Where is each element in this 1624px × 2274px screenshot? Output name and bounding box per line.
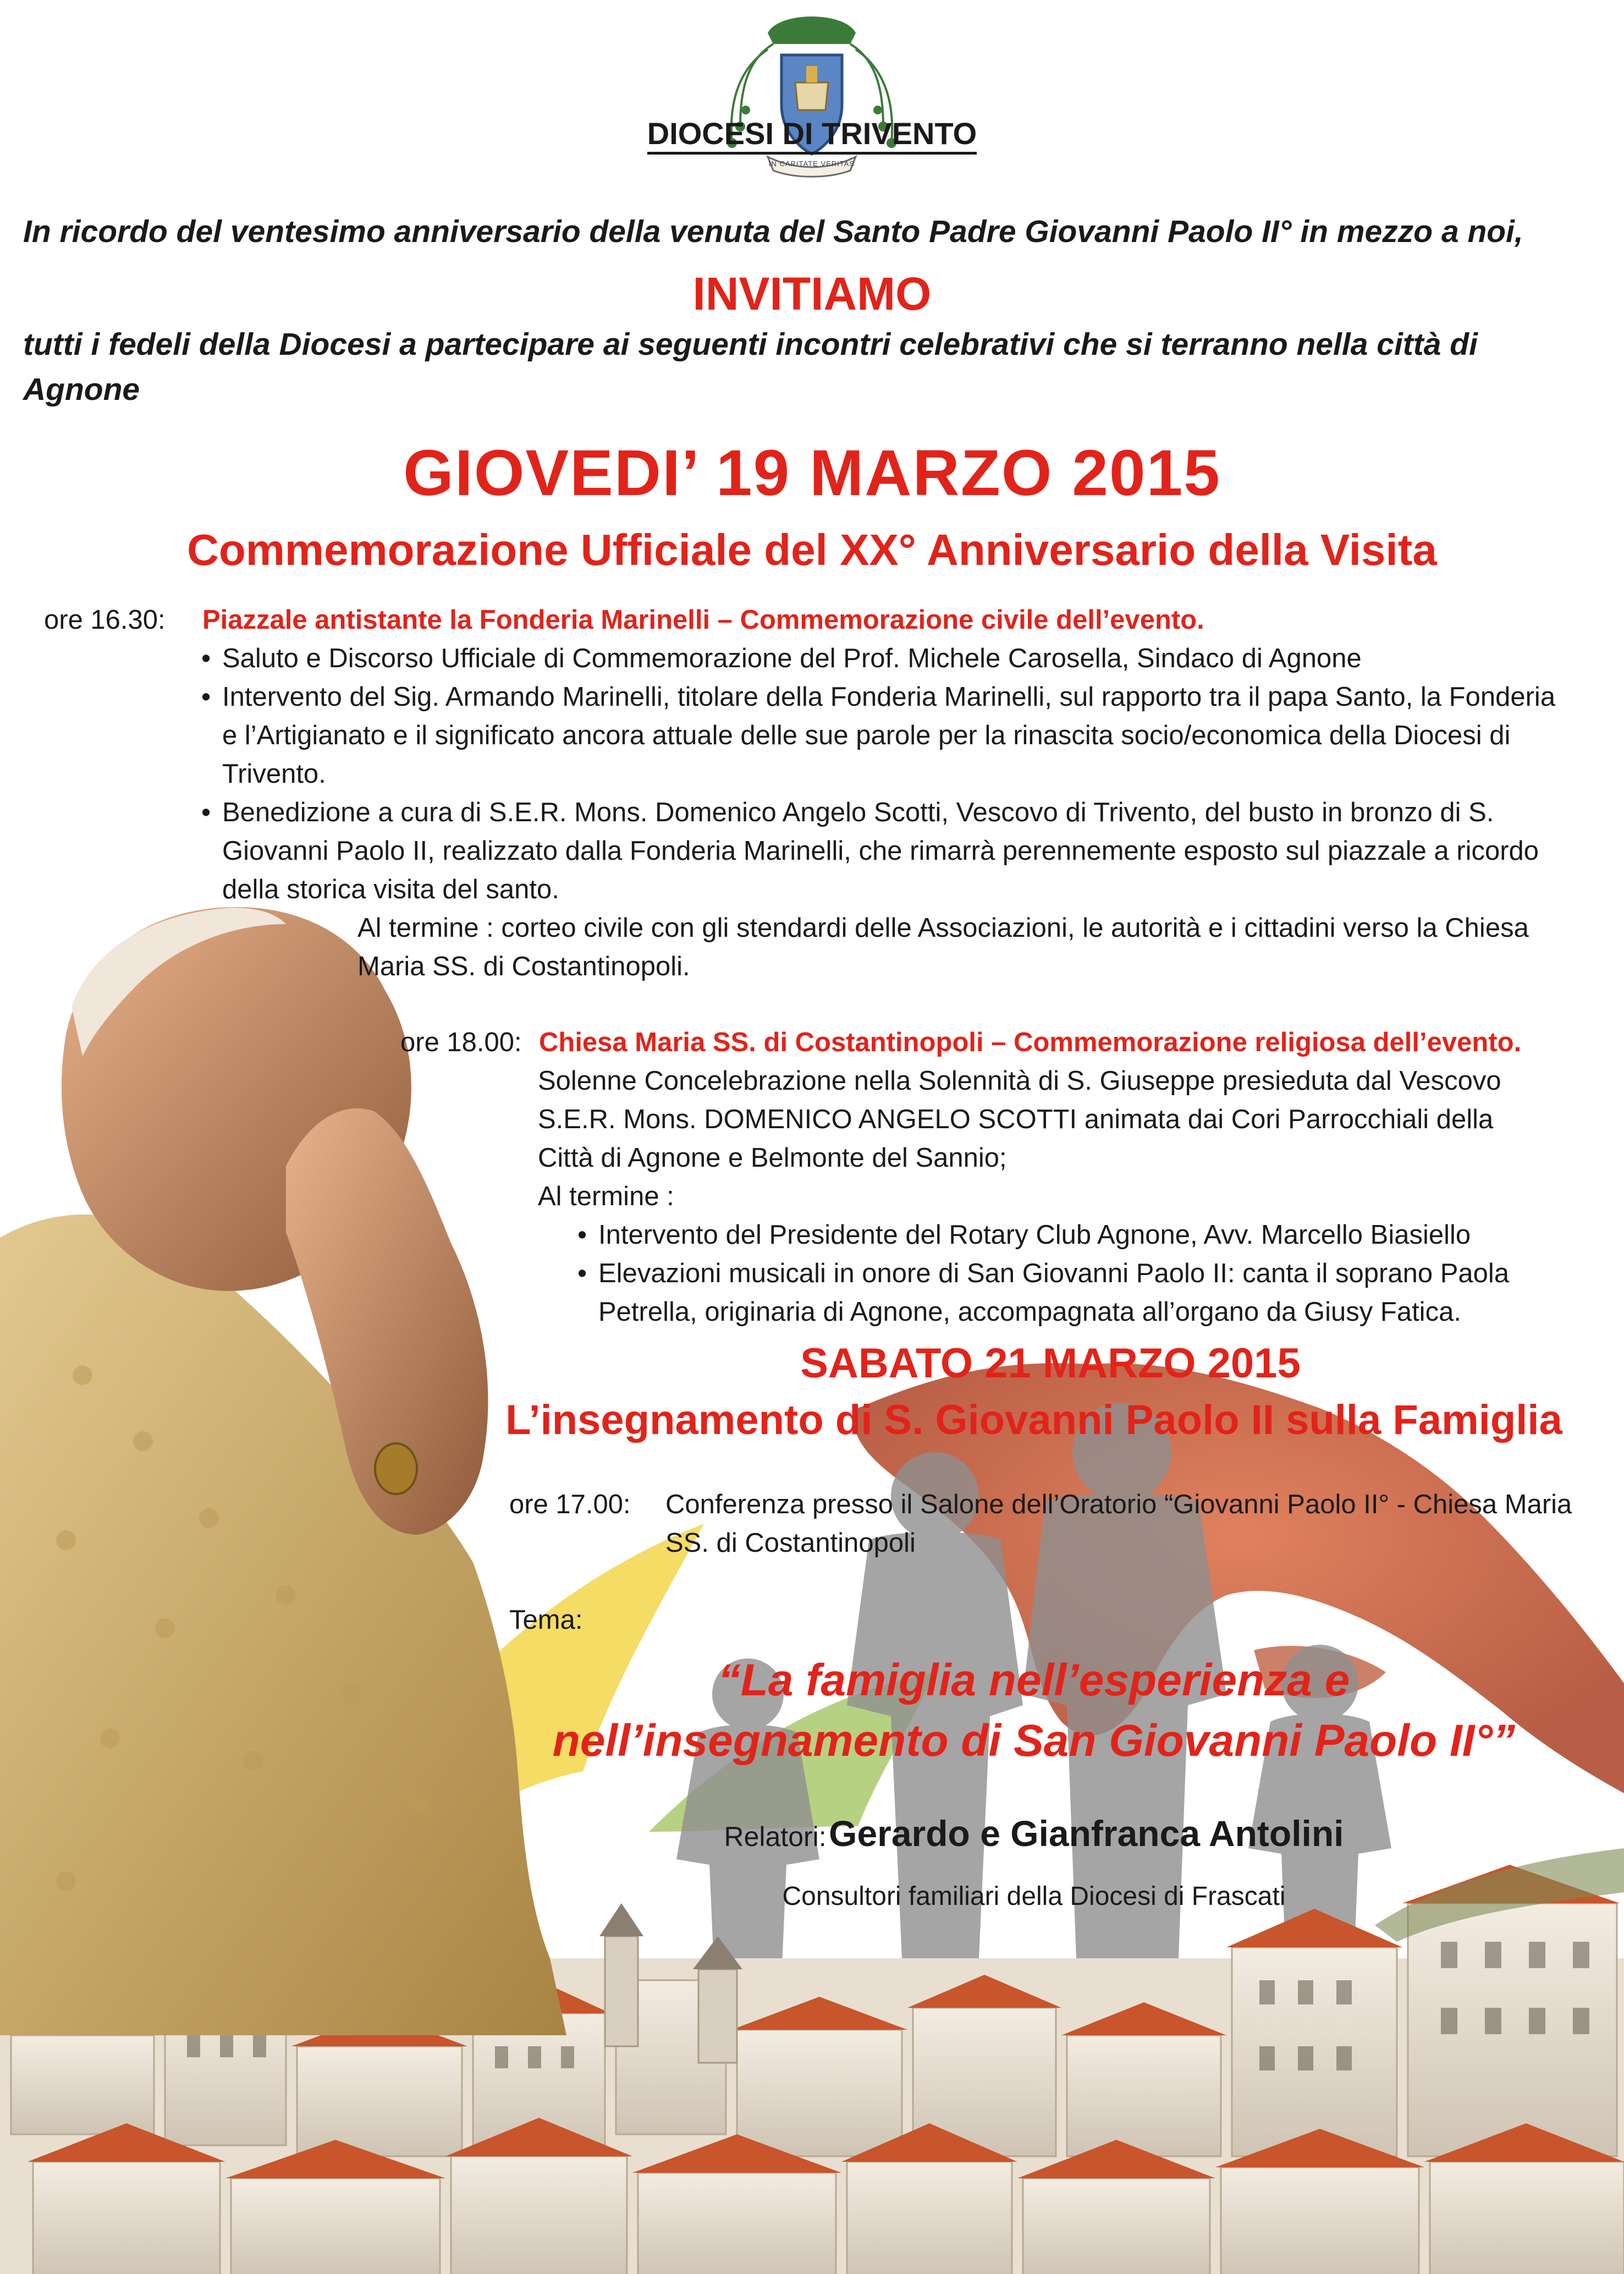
event1-bullet: • Intervento del Sig. Armando Marinelli, titolare della Fonderia Marinelli, sul rapporto tra il papa Santo, la Fonderia e l’Artigianato e il significato ancora attuale delle sue parole per la rinascita socio/economica della Diocesi di Trivento.	[201, 682, 1556, 789]
event2-title: Chiesa Maria SS. di Costantinopoli – Commemorazione religiosa dell’evento.	[539, 1028, 1522, 1057]
event2-bullet: • Elevazioni musicali in onore di San Giovanni Paolo II: canta il soprano Paola Petrella, originaria di Agnone, accompagnata all’organo da Giusy Fatica.	[577, 1259, 1510, 1327]
event2-after: Al termine :	[538, 1182, 674, 1211]
theme-label: Tema:	[509, 1605, 583, 1635]
event1-bullet: • Saluto e Discorso Ufficiale di Commemorazione del Prof. Michele Carosella, Sindaco di Agnone	[201, 644, 1362, 673]
invite-text-line-1: tutti i fedeli della Diocesi a partecipare ai seguenti incontri celebrativi che si terranno nella città di	[23, 327, 1478, 362]
speakers-line	[484, 1812, 1584, 1854]
event1-bullet: • Benedizione a cura di S.E.R. Mons. Domenico Angelo Scotti, Vescovo di Trivento, del busto in bronzo di S. Giovanni Paolo II, realizzato dalla Fonderia Marinelli, che rimarrà perennemente esposto sul piazzale a ricordo della storica visita del santo.	[201, 798, 1539, 904]
event1-time: ore 16.30:	[44, 605, 166, 635]
invite-heading: INVITIAMO	[692, 268, 932, 320]
theme-line-2: nell’insegnamento di San Giovanni Paolo II°”	[552, 1716, 1516, 1766]
event1-closing: Al termine : corteo civile con gli stendardi delle Associazioni, le autorità e i cittadini verso la Chiesa Maria SS. di Costantinopoli.	[357, 913, 1529, 981]
event1-title: Piazzale antistante la Fonderia Marinelli – Commemorazione civile dell’evento.	[202, 605, 1204, 635]
event2-text: Solenne Concelebrazione nella Solennità di S. Giuseppe presieduta dal Vescovo S.E.R. Mons. DOMENICO ANGELO SCOTTI animata dai Cori Parrocchiali della Città di Agnone e Belmonte del Sannio;	[538, 1066, 1501, 1173]
day1-subtitle: Commemorazione Ufficiale del XX° Anniversario della Visita	[187, 525, 1437, 574]
speakers-names: Gerardo e Gianfranca Antolini	[829, 1813, 1344, 1854]
day2-conference: Conferenza presso il Salone dell’Oratorio “Giovanni Paolo II° - Chiesa Maria SS. di Costantinopoli	[665, 1490, 1572, 1558]
intro-text: In ricordo del ventesimo anniversario della venuta del Santo Padre Giovanni Paolo II° in mezzo a noi,	[23, 214, 1523, 249]
day2-subtitle: L’insegnamento di S. Giovanni Paolo II sulla Famiglia	[505, 1397, 1562, 1443]
crest-motto: IN CARITATE VERITAS	[768, 160, 855, 168]
invite-text-line-2: Agnone	[23, 372, 140, 407]
day1-date: GIOVEDI’ 19 MARZO 2015	[403, 437, 1221, 509]
event2-time: ore 18.00:	[400, 1028, 522, 1057]
speakers-label: Relatori:	[724, 1821, 827, 1852]
speakers-role: Consultori familiari della Diocesi di Frascati	[782, 1882, 1286, 1911]
event2-bullet: • Intervento del Presidente del Rotary Club Agnone, Avv. Marcello Biasiello	[577, 1220, 1471, 1250]
diocese-title: DIOCESI DI TRIVENTO	[0, 114, 1624, 153]
day2-time: ore 17.00:	[509, 1490, 631, 1519]
day2-date: SABATO 21 MARZO 2015	[800, 1340, 1301, 1387]
theme-line-1: “La famiglia nell’esperienza e	[718, 1655, 1350, 1705]
pope-portrait	[0, 907, 566, 2035]
